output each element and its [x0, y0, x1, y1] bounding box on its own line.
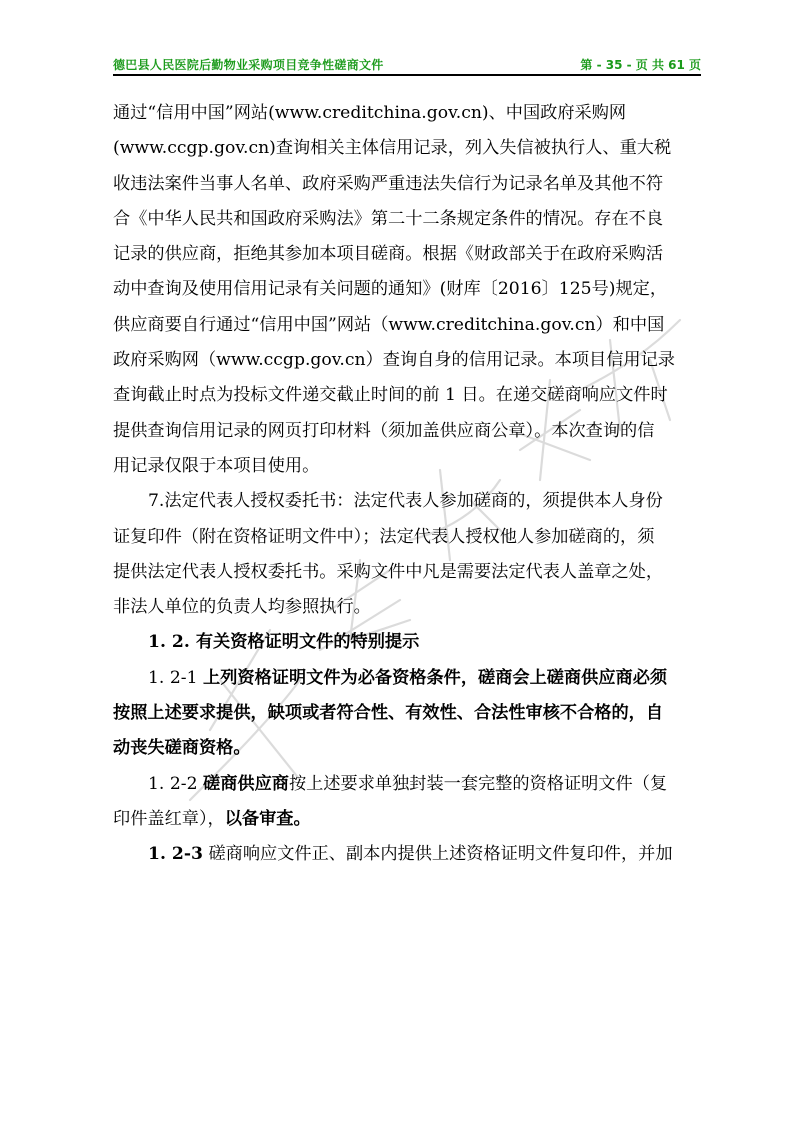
- text-line: 供应商要自行通过“信用中国”网站（www.creditchina.gov.cn）和中国: [113, 314, 665, 335]
- text-line: 7.法定代表人授权委托书：法定代表人参加磋商的，须提供本人身份: [148, 491, 663, 512]
- text-line: [113, 731, 703, 766]
- text-line: 用记录仅限于本项目使用。: [113, 455, 320, 476]
- text-line: (www.ccgp.gov.cn)查询相关主体信用记录，列入失信被执行人、重大税: [113, 138, 672, 159]
- text-line: [113, 837, 703, 872]
- text-span: 磋商响应文件正、副本内提供上述资格证明文件复印件，并加: [202, 844, 673, 865]
- text-line: 提供查询信用记录的网页打印材料（须加盖供应商公章）。本次查询的信: [113, 420, 655, 441]
- bold-text: 磋商供应商: [203, 773, 289, 794]
- section-heading: 1. 2. 有关资格证明文件的特别提示: [148, 632, 420, 653]
- document-title: 德巴县人民医院后勤物业采购项目竞争性磋商文件: [113, 58, 384, 72]
- bold-text: 上列资格证明文件为必备资格条件，磋商会上磋商供应商必须: [203, 667, 668, 688]
- text-line: [113, 696, 703, 731]
- text-line: 收违法案件当事人名单、政府采购严重违法失信行为记录名单及其他不符: [113, 173, 664, 194]
- text-line: 非法人单位的负责人均参照执行。: [113, 597, 371, 618]
- text-line: 记录的供应商，拒绝其参加本项目磋商。根据《财政部关于在政府采购活: [113, 244, 664, 265]
- clause-number: 1. 2-1: [148, 667, 204, 688]
- text-line: 通过“信用中国”网站(www.creditchina.gov.cn)、中国政府采购网: [113, 103, 627, 123]
- page-number: 第 - 35 - 页 共 61 页: [580, 58, 701, 72]
- text-line: 政府采购网（www.ccgp.gov.cn）查询自身的信用记录。本项目信用记录: [113, 350, 675, 371]
- clause-number: 1. 2-2: [148, 773, 204, 794]
- text-line: 查询截止时点为投标文件递交截止时间的前 1 日。在递交磋商响应文件时: [113, 385, 668, 406]
- bold-text: 按照上述要求提供，缺项或者符合性、有效性、合法性审核不合格的，自: [113, 703, 664, 724]
- page-header: [113, 52, 701, 76]
- text-line: 动中查询及使用信用记录有关问题的通知》(财库〔2016〕125号)规定，: [113, 279, 668, 300]
- clause-number: 1. 2-3: [148, 844, 203, 865]
- text-span: 按上述要求单独封装一套完整的资格证明文件（复: [288, 773, 668, 794]
- text-line: 提供法定代表人授权委托书。采购文件中凡是需要法定代表人盖章之处，: [113, 561, 664, 582]
- text-line: 合《中华人民共和国政府采购法》第二十二条规定条件的情况。存在不良: [113, 208, 664, 229]
- document-body: [113, 96, 703, 873]
- text-span: 印件盖红章），: [113, 808, 225, 829]
- bold-text: 以备审查。: [224, 808, 311, 829]
- text-line: 证复印件（附在资格证明文件中）；法定代表人授权他人参加磋商的，须: [113, 526, 655, 547]
- text-line: [113, 802, 703, 837]
- bold-text: 动丧失磋商资格。: [113, 738, 251, 759]
- text-line: [113, 767, 703, 802]
- text-line: [113, 661, 703, 696]
